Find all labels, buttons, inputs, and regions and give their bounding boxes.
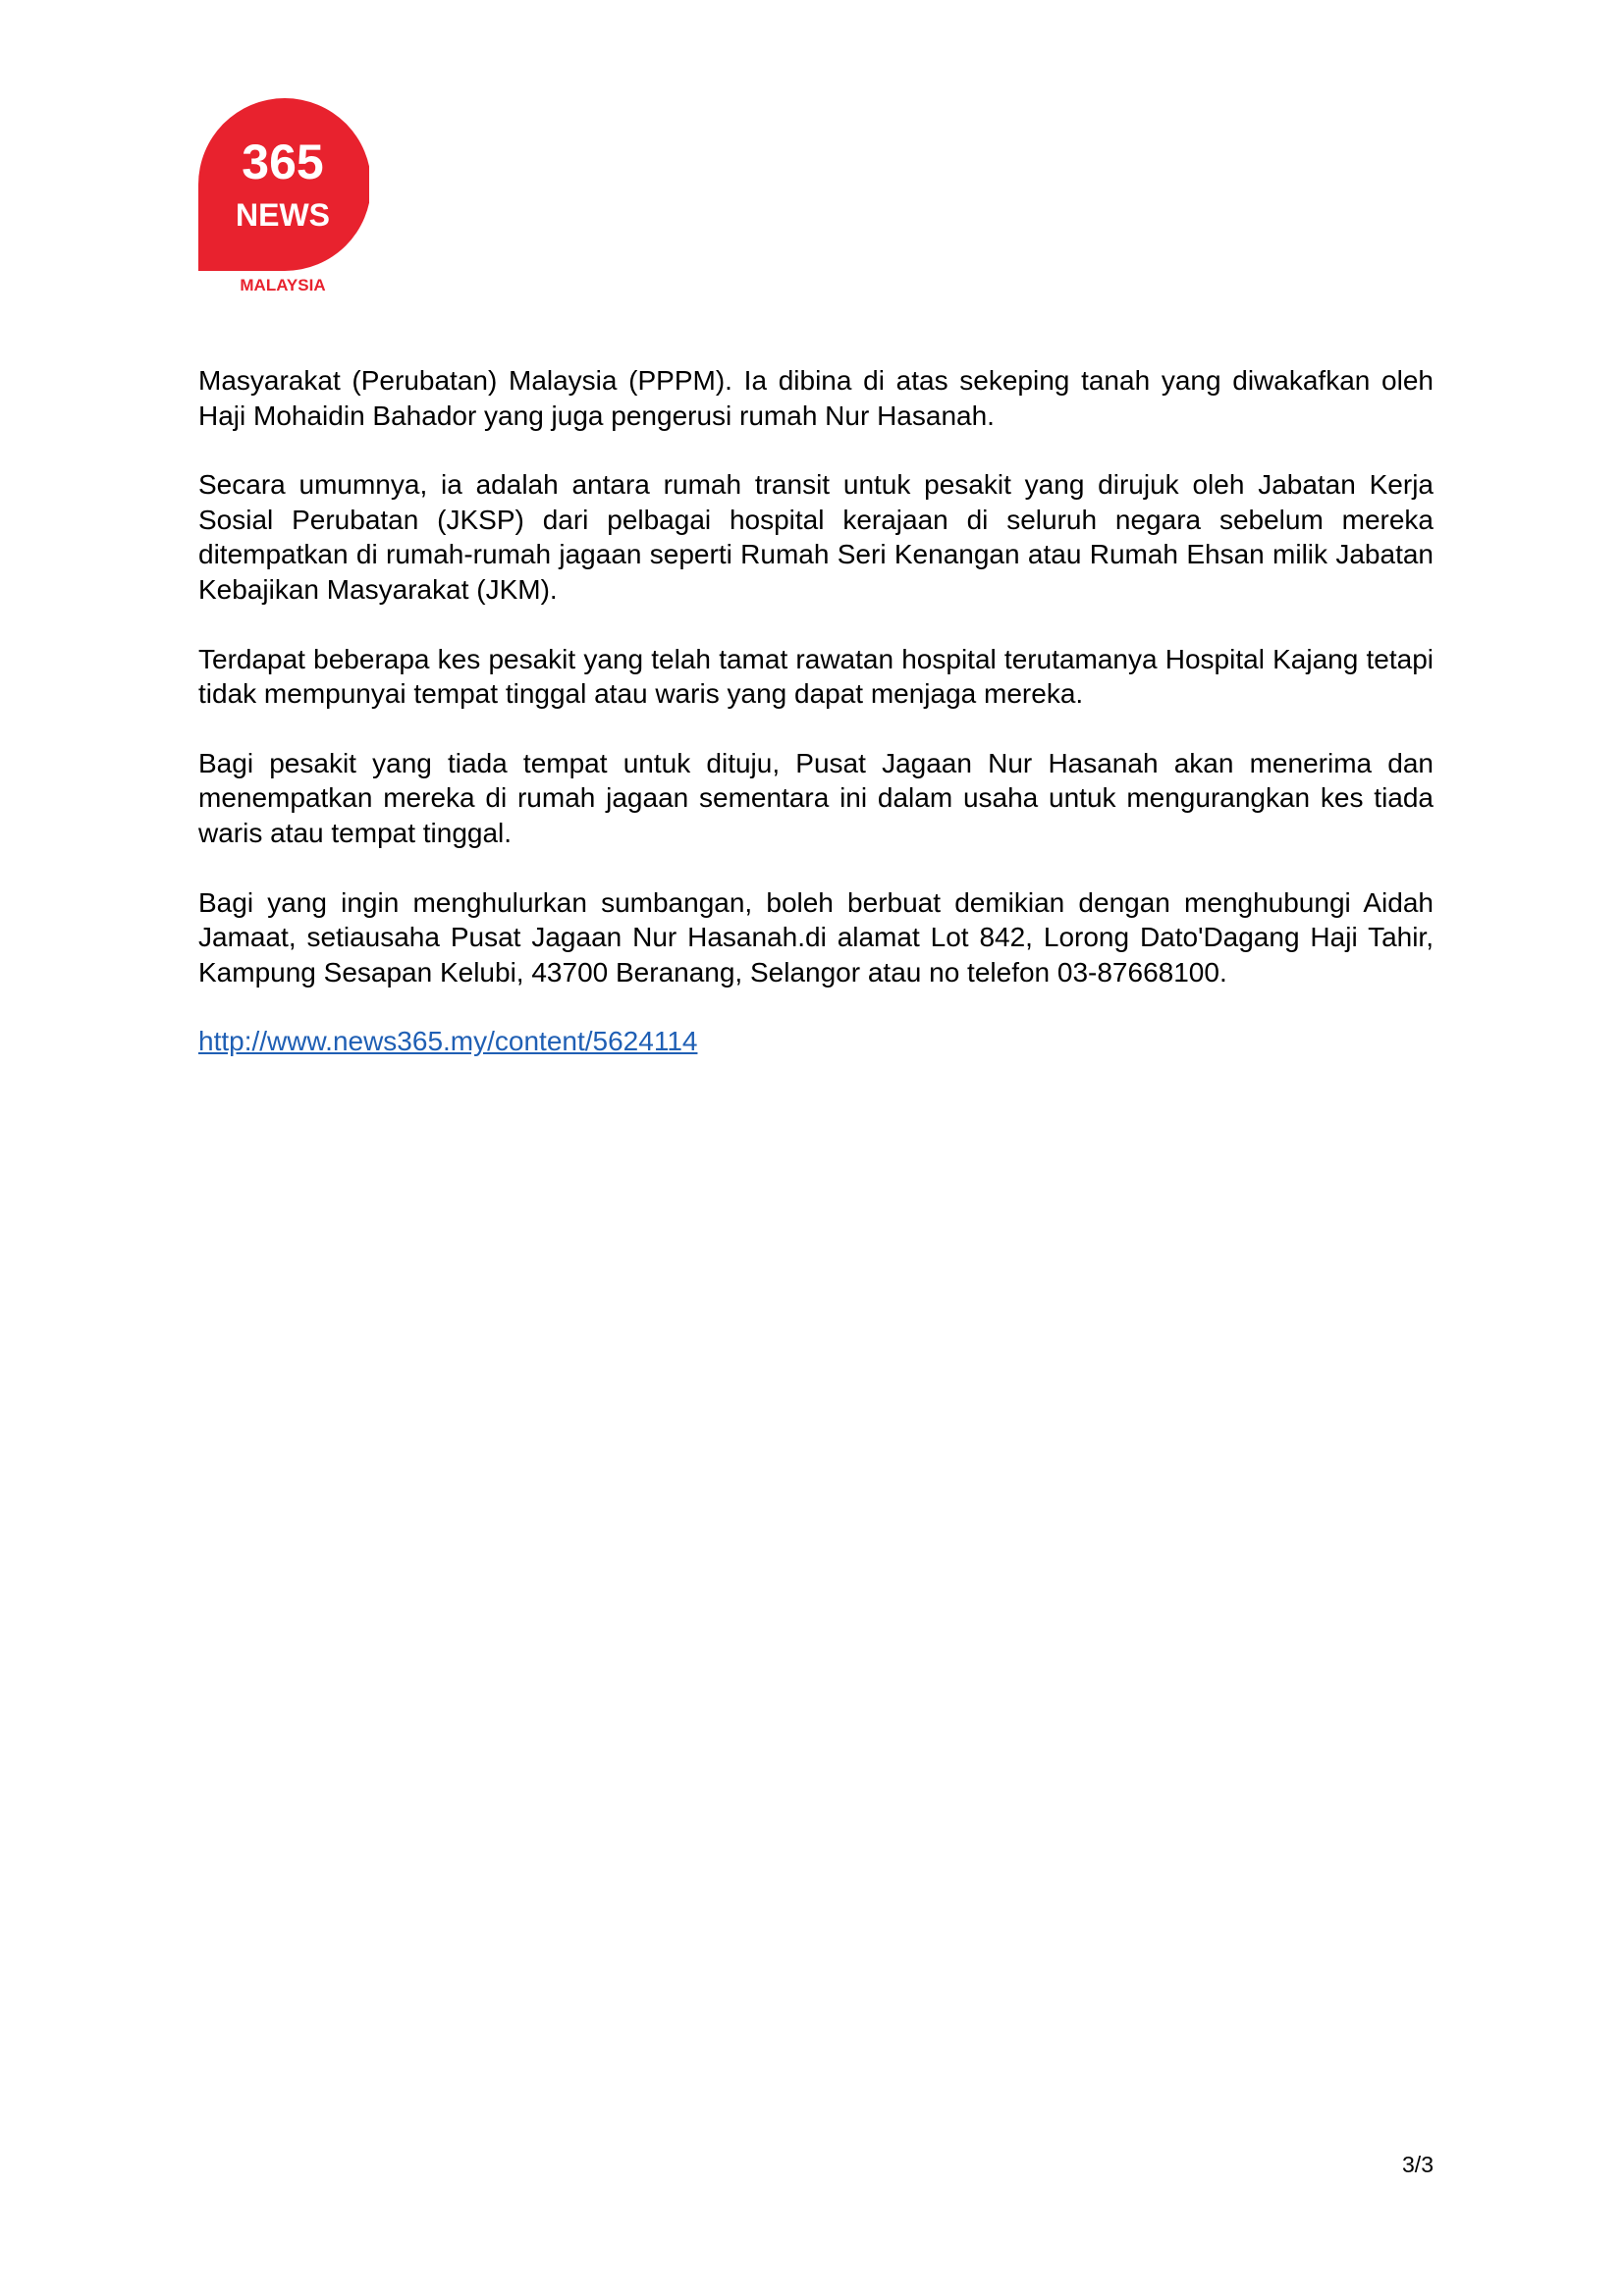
- news365-logo-graphic: [198, 98, 369, 294]
- logo-text-malaysia: MALAYSIA: [240, 276, 326, 294]
- logo-text-news: NEWS: [236, 197, 330, 233]
- paragraph-4: Bagi pesakit yang tiada tempat untuk dituju, Pusat Jagaan Nur Hasanah akan menerima dan menempatkan mereka di rumah jagaan sementara ini dalam usaha untuk mengurangkan kes tiada waris atau tempat tinggal.: [198, 747, 1434, 848]
- news365-logo: [198, 98, 369, 294]
- article-body: [198, 363, 1434, 1059]
- page-number: 3/3: [1402, 2152, 1434, 2177]
- paragraph-2: Secara umumnya, ia adalah antara rumah transit untuk pesakit yang dirujuk oleh Jabatan Kerja Sosial Perubatan (JKSP) dari pelbagai hospital kerajaan di seluruh negara sebelum mereka ditempatkan di rumah-rumah jagaan seperti Rumah Seri Kenangan atau Rumah Ehsan milik Jabatan Kebajikan Masyarakat (JKM).: [198, 469, 1434, 605]
- paragraph-1: Masyarakat (Perubatan) Malaysia (PPPM). Ia dibina di atas sekeping tanah yang diwakafkan oleh Haji Mohaidin Bahador yang juga pengerusi rumah Nur Hasanah.: [198, 365, 1434, 431]
- source-link[interactable]: http://www.news365.my/content/5624114: [198, 1026, 698, 1057]
- paragraph-5: Bagi yang ingin menghulurkan sumbangan, boleh berbuat demikian dengan menghubungi Aidah Jamaat, setiausaha Pusat Jagaan Nur Hasanah.di alamat Lot 842, Lorong Dato'Dagang Haji Tahir, Kampung Sesapan Kelubi, 43700 Beranang, Selangor atau no telefon 03-87668100.: [198, 886, 1434, 988]
- logo-text-365: 365: [242, 134, 324, 189]
- paragraph-3: Terdapat beberapa kes pesakit yang telah tamat rawatan hospital terutamanya Hospital Kajang tetapi tidak mempunyai tempat tinggal atau waris yang dapat menjaga mereka.: [198, 643, 1434, 710]
